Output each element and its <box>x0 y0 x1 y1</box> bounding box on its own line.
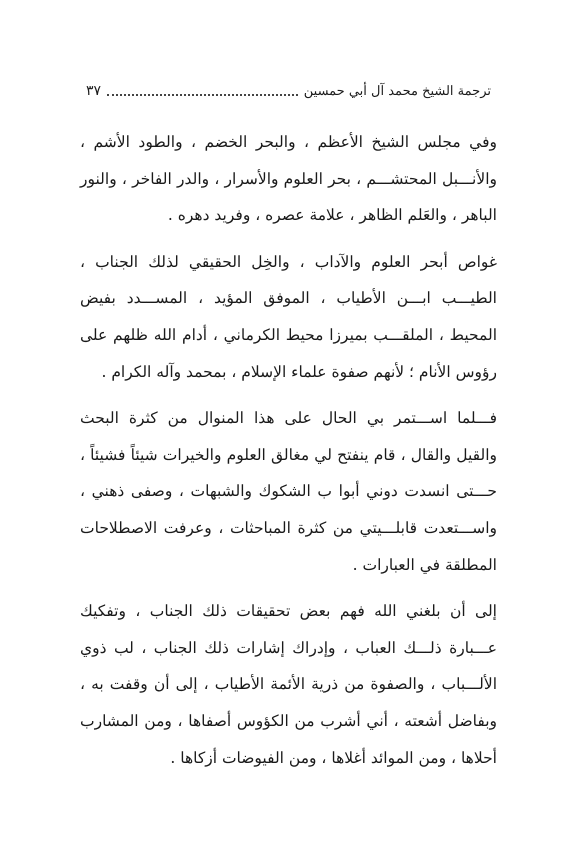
running-header <box>86 80 491 102</box>
paragraph-4: إلى أن بلغني الله فهم بعض تحقيقات ذلك الجناب ، وتفكيك عـــبارة ذلـــك العباب ، وإدراك إشارات ذلك الجناب ، لب ذوي الألـــباب ، والصفوة من ذرية الأئمة الأطياب ، إلى أن وقفت به ، وبفاضل أشعته ، أني أشرب من الكؤوس أصفاها ، ومن المشارب أحلاها ، ومن الموائد أغلاها ، ومن الفيوضات أزكاها . <box>80 602 497 767</box>
header-title: ترجمة الشيخ محمد آل أبي حمسين <box>303 83 491 99</box>
paragraph-2: غواص أبحر العلوم والآداب ، والخِل الحقيقي لذلك الجناب ، الطيـــب ابـــن الأطياب ، الموفق المؤيد ، المســـدد بفيض المحيط ، الملقـــب بميرزا محيط الكرماني ، أدام الله ظلهم على رؤوس الأنام ؛ لأنهم صفوة علماء الإسلام ، بمحمد وآله الكرام . <box>80 252 497 381</box>
header-dot-leader <box>107 86 298 96</box>
paragraph-1: وفي مجلس الشيخ الأعظم ، والبحر الخضم ، والطود الأشم ، والأنـــبل المحتشـــم ، بحر العلوم والأسرار ، والدر الفاخر ، والنور الباهر ، والعَلم الظاهر ، علامة عصره ، وفريد دهره . <box>80 133 497 225</box>
paragraph-3: فـــلما اســـتمر بي الحال على هذا المنوال من كثرة البحث والقيل والقال ، قام ينفتح لي مغالق العلوم والخيرات شيئاً فشيئاً ، حـــتى انسدت دوني أبوا ب الشكوك والشبهات ، وصفى ذهني ، واســـتعدت قابلـــيتي من كثرة المباحثات ، وعرفت الاصطلاحات المطلقة في العبارات . <box>80 409 497 574</box>
page-number: ٣٧ <box>86 83 102 99</box>
body-text <box>80 124 497 776</box>
